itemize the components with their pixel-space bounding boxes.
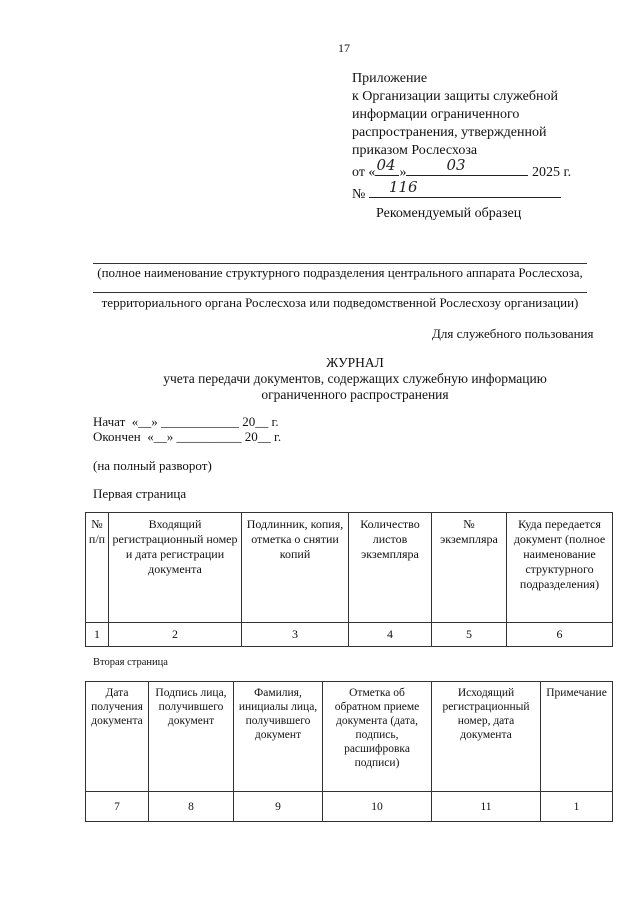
table-header-row — [86, 682, 613, 792]
appendix-number: № 116 — [352, 182, 571, 204]
recommended-sample: Рекомендуемый образец — [376, 206, 522, 221]
appendix-line: распространения, утвержденной — [352, 125, 547, 140]
table-header-cell: Подлинник, копия, отметка о снятии копий — [242, 513, 349, 623]
appendix-line: приказом Рослесхоза — [352, 143, 478, 158]
journal-subtitle-2: ограниченного распространения — [261, 387, 449, 402]
table-header-cell: Отметка об обратном приеме документа (дата, подпись, расшифровка подписи) — [323, 682, 432, 792]
table-number-cell: 5 — [432, 623, 507, 647]
journal-title: ЖУРНАЛ — [326, 355, 384, 370]
table-number-cell: 9 — [234, 792, 323, 822]
table-header-cell: Куда передается документ (полное наименование структурного подразделения) — [507, 513, 613, 623]
handwritten-day: 04 — [376, 156, 396, 174]
second-page-label: Вторая страница — [93, 657, 168, 668]
table-number-cell: 2 — [109, 623, 242, 647]
page-number: 17 — [338, 41, 350, 55]
table-number-cell: 1 — [541, 792, 613, 822]
appendix-line: информации ограниченного — [352, 107, 520, 122]
appendix-line: Приложение — [352, 71, 428, 86]
table-header-cell: № экземпляра — [432, 513, 507, 623]
handwritten-month: 03 — [446, 156, 466, 174]
table-number-cell: 8 — [149, 792, 234, 822]
journal-table-second-page — [85, 681, 613, 822]
table-number-row — [86, 792, 613, 822]
appendix-block — [352, 70, 571, 204]
table-number-cell: 3 — [242, 623, 349, 647]
table-number-row — [86, 623, 613, 647]
journal-table-first-page — [85, 512, 613, 647]
journal-subtitle-1: учета передачи документов, содержащих служебную информацию — [163, 371, 547, 386]
table-header-cell: Подпись лица, получившего документ — [149, 682, 234, 792]
table-number-cell: 10 — [323, 792, 432, 822]
table-number-cell: 1 — [86, 623, 109, 647]
handwritten-number: 116 — [388, 178, 418, 196]
appendix-year: 2025 г. — [531, 165, 572, 180]
appendix-line: к Организации защиты служебной — [352, 89, 558, 104]
table-header-cell: Количество листов экземпляра — [349, 513, 432, 623]
org-name-line-1 — [93, 263, 587, 264]
table-header-cell: Исходящий регистрационный номер, дата документа — [432, 682, 541, 792]
spread-note: (на полный разворот) — [93, 458, 212, 473]
table-number-cell: 11 — [432, 792, 541, 822]
table-number-cell: 6 — [507, 623, 613, 647]
appendix-date: от « 04 » 03 2025 г. — [352, 156, 572, 180]
table-header-cell: Дата получения документа — [86, 682, 149, 792]
table-number-cell: 7 — [86, 792, 149, 822]
table-header-cell: Примечание — [541, 682, 613, 792]
org-caption-1: (полное наименование структурного подразделения центрального аппарата Рослесхоза, — [97, 265, 583, 280]
for-official-use: Для служебного пользования — [432, 326, 594, 341]
table-header-cell: Входящий регистрационный номер и дата регистрации документа — [109, 513, 242, 623]
table-header-cell: № п/п — [86, 513, 109, 623]
org-caption-2: территориального органа Рослесхоза или подведомственной Рослесхозу организации) — [101, 295, 579, 310]
ended-line: Окончен «__» __________ 20__ г. — [93, 429, 282, 444]
table-number-cell: 4 — [349, 623, 432, 647]
org-name-line-2 — [93, 292, 587, 293]
table-header-row — [86, 513, 613, 623]
first-page-label: Первая страница — [93, 486, 187, 501]
started-line: Начат «__» ____________ 20__ г. — [93, 414, 279, 429]
table-header-cell: Фамилия, инициалы лица, получившего документ — [234, 682, 323, 792]
